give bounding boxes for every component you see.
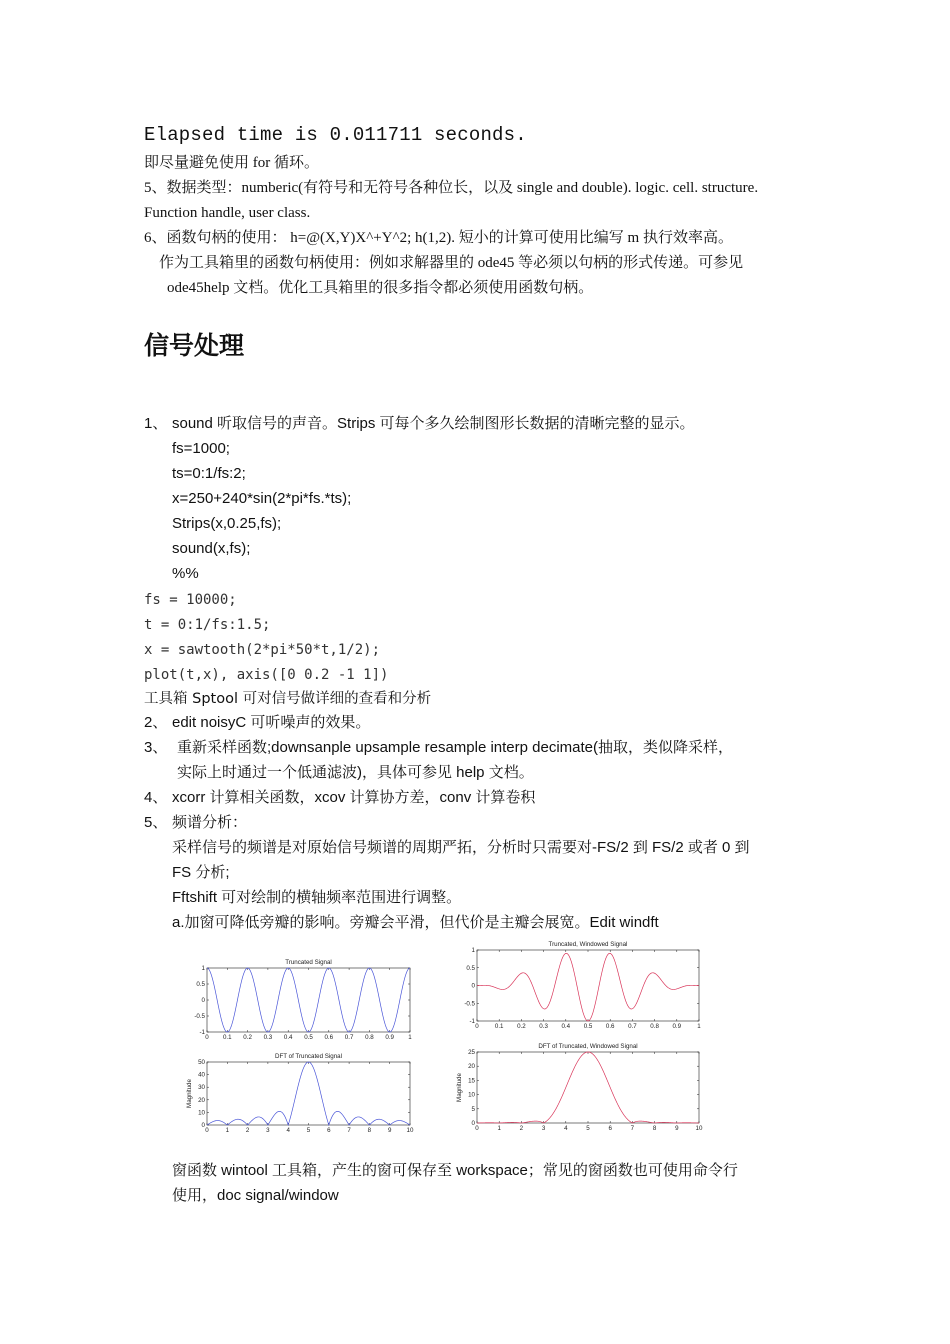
x-tick-label: 0.9 [385,1034,395,1041]
function-handle-line-3: ode45help 文档。优化工具箱里的很多指令都必须使用函数句柄。 [167,280,594,296]
chart-windowed-signal [455,935,715,1035]
code-line: Strips(x,0.25,fs); [172,515,282,532]
x-tick-label: 0.8 [365,1034,374,1041]
y-axis-label: Magnitude [456,1073,463,1102]
x-tick-label: 0 [205,1127,209,1134]
x-tick-label: 0.8 [650,1023,659,1030]
list-number: 1、 [144,415,168,432]
list-number: 2、 [144,714,168,731]
x-tick-label: 1 [697,1023,701,1030]
list-text: edit noisyC 可听噪声的效果。 [172,714,371,731]
x-tick-label: 5 [586,1125,590,1132]
mono-code-line: fs = 10000; [144,592,237,608]
x-tick-label: 1 [497,1125,501,1132]
y-tick-label: 0.5 [196,981,205,988]
chart-truncated-signal [185,948,425,1048]
spectrum-paragraph-1: 采样信号的频谱是对原始信号频谱的周期严拓，分析时只需要对-FS/2 到 FS/2 或者 0 到 [172,839,750,856]
x-tick-label: 7 [630,1125,635,1132]
y-tick-label: -0.5 [194,1013,205,1020]
y-tick-label: 0 [471,1120,475,1127]
avoid-for-loop-note: 即尽量避免使用 for 循环。 [144,155,319,171]
x-tick-label: 0.3 [539,1023,548,1030]
y-tick-label: 0 [201,1122,205,1129]
x-tick-label: 0.4 [561,1023,571,1030]
x-tick-label: 4 [564,1125,568,1132]
y-tick-label: 50 [198,1059,205,1066]
x-tick-label: 0 [475,1125,479,1132]
list-text: xcorr 计算相关函数，xcov 计算协方差，conv 计算卷积 [172,789,536,806]
y-tick-label: 30 [198,1084,205,1092]
y-tick-label: 20 [468,1063,475,1071]
y-tick-label: -1 [469,1018,475,1025]
series-line-truncated [207,968,410,1032]
x-tick-label: 2 [245,1127,250,1134]
x-tick-label: 0.1 [494,1023,504,1030]
function-handle-line-2: 作为工具箱里的函数句柄使用：例如求解器里的 ode45 等必须以句柄的形式传递。可参见 [159,255,744,271]
x-tick-label: 8 [367,1127,372,1134]
window-tool-line-2: 使用，doc signal/window [172,1187,339,1204]
windowing-note: a.加窗可降低旁瓣的影响。旁瓣会平滑，但代价是主瓣会展宽。Edit windft [172,914,659,931]
y-axis-label: Magnitude [186,1079,193,1108]
y-tick-label: 20 [198,1096,205,1104]
x-tick-label: 3 [541,1125,546,1132]
y-tick-label: 0 [471,982,475,990]
list-text: sound 听取信号的声音。Strips 可每个多久绘制图形长数据的清晰完整的显示。 [172,415,695,432]
x-tick-label: 0.2 [517,1023,526,1030]
x-tick-label: 0.7 [344,1034,354,1041]
series-line-windowed [477,953,699,1021]
list-item-3 [144,738,733,758]
y-tick-label: 10 [468,1091,475,1099]
x-tick-label: 0.3 [263,1034,273,1041]
x-tick-label: 0.4 [283,1034,293,1041]
sptool-note: 工具箱 Sptool 可对信号做详细的查看和分析 [144,691,432,707]
series-line-dft [207,1062,410,1125]
x-tick-label: 0.5 [304,1034,313,1041]
code-line: x=250+240*sin(2*pi*fs.*ts); [172,490,352,507]
y-tick-label: 5 [471,1105,475,1113]
x-tick-label: 9 [387,1127,392,1134]
x-tick-label: 0.5 [583,1023,593,1030]
mono-code-line: t = 0:1/fs:1.5; [144,617,271,633]
x-tick-label: 3 [266,1127,270,1134]
function-handle-line-1: 6、函数句柄的使用： h=@(X,Y)X^+Y^2; h(1,2). 短小的计算可使用比编写 m 执行效率高。 [144,230,733,246]
y-tick-label: 10 [198,1109,205,1117]
chart-title: Truncated Signal [285,959,332,966]
chart-axes-box [207,1062,410,1125]
chart-title: DFT of Truncated Signal [275,1053,342,1060]
x-tick-label: 1 [225,1127,230,1134]
x-tick-label: 9 [675,1125,679,1132]
list-text: 频谱分析： [172,814,248,831]
x-tick-label: 0.7 [628,1023,637,1030]
list-item-2 [144,713,370,733]
data-types-line-2: Function handle, user class. [144,205,311,221]
list-item-1 [144,414,695,434]
x-tick-label: 7 [347,1127,351,1134]
x-tick-label: 0.6 [324,1034,334,1041]
x-tick-label: 0 [475,1023,479,1030]
x-tick-label: 5 [306,1127,311,1134]
list-text: 重新采样函数;downsanple upsample resample interp decimate(抽取，类似降采样， [177,739,734,756]
y-tick-label: 15 [468,1077,475,1085]
spectrum-paragraph-1b: FS 分析; [172,864,230,881]
x-tick-label: 4 [286,1127,290,1134]
chart-title: Truncated, Windowed Signal [548,941,628,948]
x-tick-label: 1 [408,1034,412,1041]
chart-dft-truncated [185,1046,425,1140]
x-tick-label: 0.6 [605,1023,615,1030]
list-number: 5、 [144,814,168,831]
y-tick-label: 1 [201,965,205,972]
chart-axes-box [477,1052,699,1123]
code-line: sound(x,fs); [172,540,251,557]
elapsed-time-output: Elapsed time is 0.011711 seconds. [144,124,527,146]
series-line-windowed-dft [477,1052,699,1123]
chart-title: DFT of Truncated, Windowed Signal [538,1043,638,1050]
x-tick-label: 0.1 [222,1034,232,1041]
code-line: ts=0:1/fs:2; [172,465,246,482]
code-line: %% [172,565,199,582]
list-item-4 [144,788,535,808]
chart-dft-windowed [455,1037,715,1137]
x-tick-label: 10 [406,1127,414,1134]
x-tick-label: 6 [608,1125,612,1132]
x-tick-label: 10 [695,1125,703,1132]
x-tick-label: 0.2 [243,1034,252,1041]
mono-code-line: x = sawtooth(2*pi*50*t,1/2); [144,642,381,658]
x-tick-label: 8 [652,1125,657,1132]
x-tick-label: 6 [327,1127,331,1134]
window-tool-line-1: 窗函数 wintool 工具箱，产生的窗可保存至 workspace；常见的窗函数也可使用命令行 [172,1162,738,1179]
x-tick-label: 0 [205,1034,209,1041]
y-tick-label: 1 [471,947,475,954]
y-tick-label: 25 [468,1049,475,1056]
y-tick-label: -1 [199,1029,205,1036]
y-tick-label: 40 [198,1071,205,1079]
x-tick-label: 2 [519,1125,524,1132]
y-tick-label: -0.5 [464,1000,475,1008]
y-tick-label: 0 [201,997,205,1004]
x-tick-label: 0.9 [672,1023,682,1030]
data-types-line-1: 5、数据类型：numberic(有符号和无符号各种位长，以及 single and double). logic. cell. structure. [144,180,759,196]
list-number: 4、 [144,789,168,806]
code-line: fs=1000; [172,440,230,457]
mono-code-line: plot(t,x), axis([0 0.2 -1 1]) [144,667,389,683]
list-number: 3、 [144,739,168,756]
section-heading: 信号处理 [144,331,245,360]
fftshift-note: Fftshift 可对绘制的横轴频率范围进行调整。 [172,889,462,906]
y-tick-label: 0.5 [466,964,475,972]
list-item-5 [144,813,247,833]
list-item-3-continued: 实际上时通过一个低通滤波)，具体可参见 help 文档。 [177,764,534,781]
